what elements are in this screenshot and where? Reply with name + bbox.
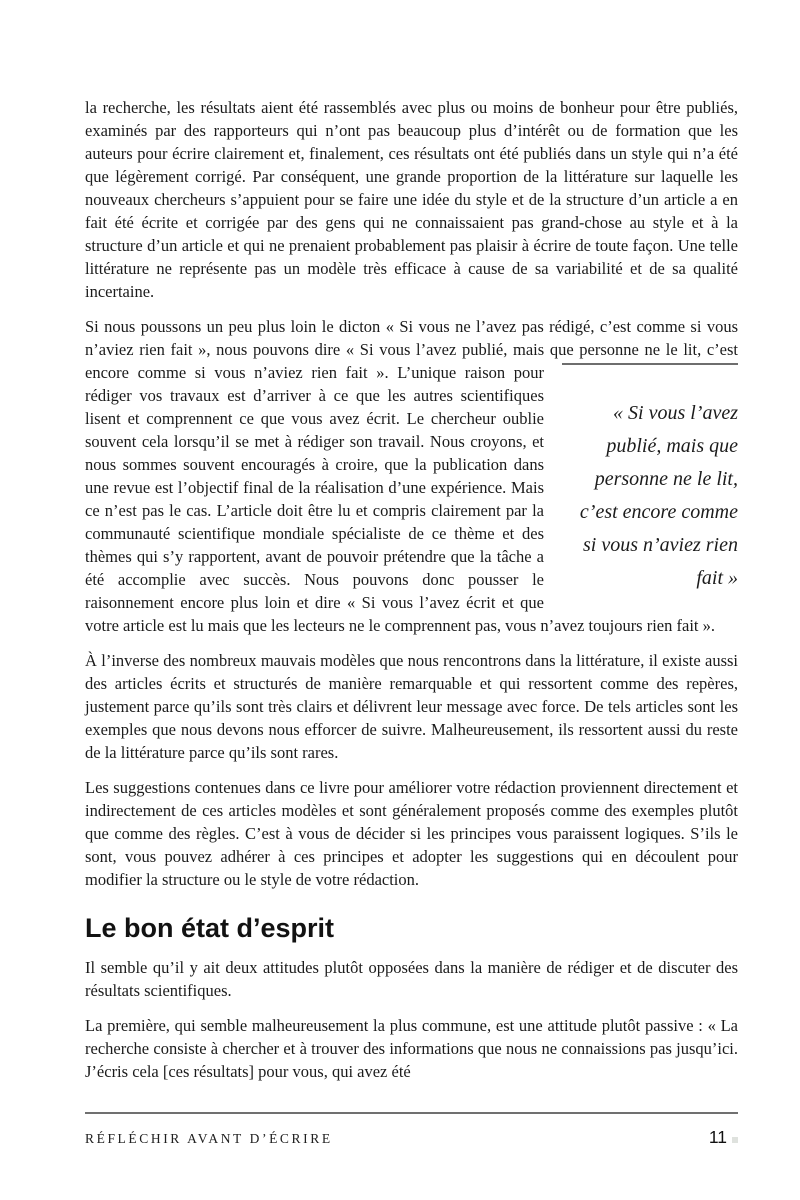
paragraph-suggestions: Les suggestions contenues dans ce livre pour améliorer votre rédaction proviennent directement et indirectement de ces articles modèles et sont généralement proposés comme des exemples plutôt que comme des règles. C’est à vous de décider si les principes vous paraissent logiques. S’ils le sont, vous pouvez adhérer à ces principes et adopter les suggestions qui en découlent pour modifier la structure ou le style de votre rédaction. bbox=[85, 778, 738, 889]
pull-quote-text: « Si vous l’avez publié, mais que personne ne le lit, c’est encore comme si vous n’aviez rien fait » bbox=[579, 402, 738, 589]
pull-quote-rule bbox=[562, 363, 738, 365]
page-number bbox=[709, 1127, 738, 1148]
paragraph-continuation: la recherche, les résultats aient été rassemblés avec plus ou moins de bonheur pour être publiés, examinés par des rapporteurs qui n’ont pas beaucoup plus d’intérêt ou de formation que les auteurs pour écrire clairement et, finalement, ces résultats ont été publiés dans un style qui n’a été que légèrement corrigé. Par conséquent, une grande proportion de la littérature sur laquelle les nouveaux chercheurs s’appuient pour se faire une idée du style et de la structure d’un article a en fait été écrite et corrigée par des gens qui ne connaissaient pas grand-chose au style et à la structure d’un article et qui ne prenaient probablement pas plaisir à écrire de toute façon. Une telle littérature ne représente pas un modèle très efficace à cause de sa variabilité et de sa qualité incertaine. bbox=[85, 98, 738, 301]
paragraph-dicton bbox=[85, 315, 738, 637]
page-footer bbox=[85, 1112, 738, 1148]
page-number-marker-icon bbox=[732, 1137, 738, 1143]
footer-rule bbox=[85, 1112, 738, 1114]
paragraph-bons-modeles: À l’inverse des nombreux mauvais modèles que nous rencontrons dans la littérature, il existe aussi des articles écrits et structurés de manière remarquable et qui ressortent comme des repères, justement parce qu’ils sont très clairs et délivrent leur message avec force. De tels articles sont les exemples que nous devons nous efforcer de suivre. Malheureusement, ils ressortent aussi du reste de la littérature parce qu’ils sont rares. bbox=[85, 651, 738, 762]
paragraph-dicton-intro: Si nous poussons un peu plus loin le dicton « Si vous ne l’avez pas rédigé, c’est comme si vous n’aviez rien fait », nous pouvons dire « Si vous l’avez publié, mais que personne ne le lit, c’est encore comme si vous n’aviez rien fait ». bbox=[85, 317, 738, 382]
page-number-value: 11 bbox=[708, 1127, 727, 1147]
pull-quote bbox=[562, 363, 738, 595]
paragraph-deux-attitudes: Il semble qu’il y ait deux attitudes plutôt opposées dans la manière de rédiger et de discuter des résultats scientifiques. bbox=[85, 958, 738, 1000]
page-content bbox=[85, 96, 738, 1095]
running-title: RÉFLÉCHIR AVANT D’ÉCRIRE bbox=[85, 1131, 333, 1146]
footer-row bbox=[85, 1127, 738, 1148]
paragraph-premiere-attitude: La première, qui semble malheureusement la plus commune, est une attitude plutôt passive : « La recherche consiste à chercher et à trouver des informations que nous ne connaissions pas jusqu’ici. J’écris cela [ces résultats] pour vous, qui avez été bbox=[85, 1016, 738, 1081]
section-heading: Le bon état d’esprit bbox=[85, 913, 335, 943]
paragraph-dicton-rest: L’unique raison pour rédiger vos travaux est d’arriver à ce que les autres scientifiques lisent et comprennent ce que vous avez écrit. Le chercheur oublie souvent cela lorsqu’il se met à rédiger son travail. Nous croyons, et nous sommes souvent encouragés à croire, que la publication dans une revue est l’objectif final de la réalisation d’une expérience. Mais ce n’est pas le cas. L’article doit être lu et compris clairement par la communauté scientifique mondiale spécialiste de ce thème et des thèmes qui s’y rapportent, avant de pouvoir prétendre que la tâche a été accomplie avec succès. Nous pouvons donc pousser le raisonnement encore plus loin et dire « Si vous l’avez écrit et que votre article est lu mais que les lecteurs ne le comprennent pas, vous n’avez toujours rien fait ». bbox=[85, 363, 715, 635]
